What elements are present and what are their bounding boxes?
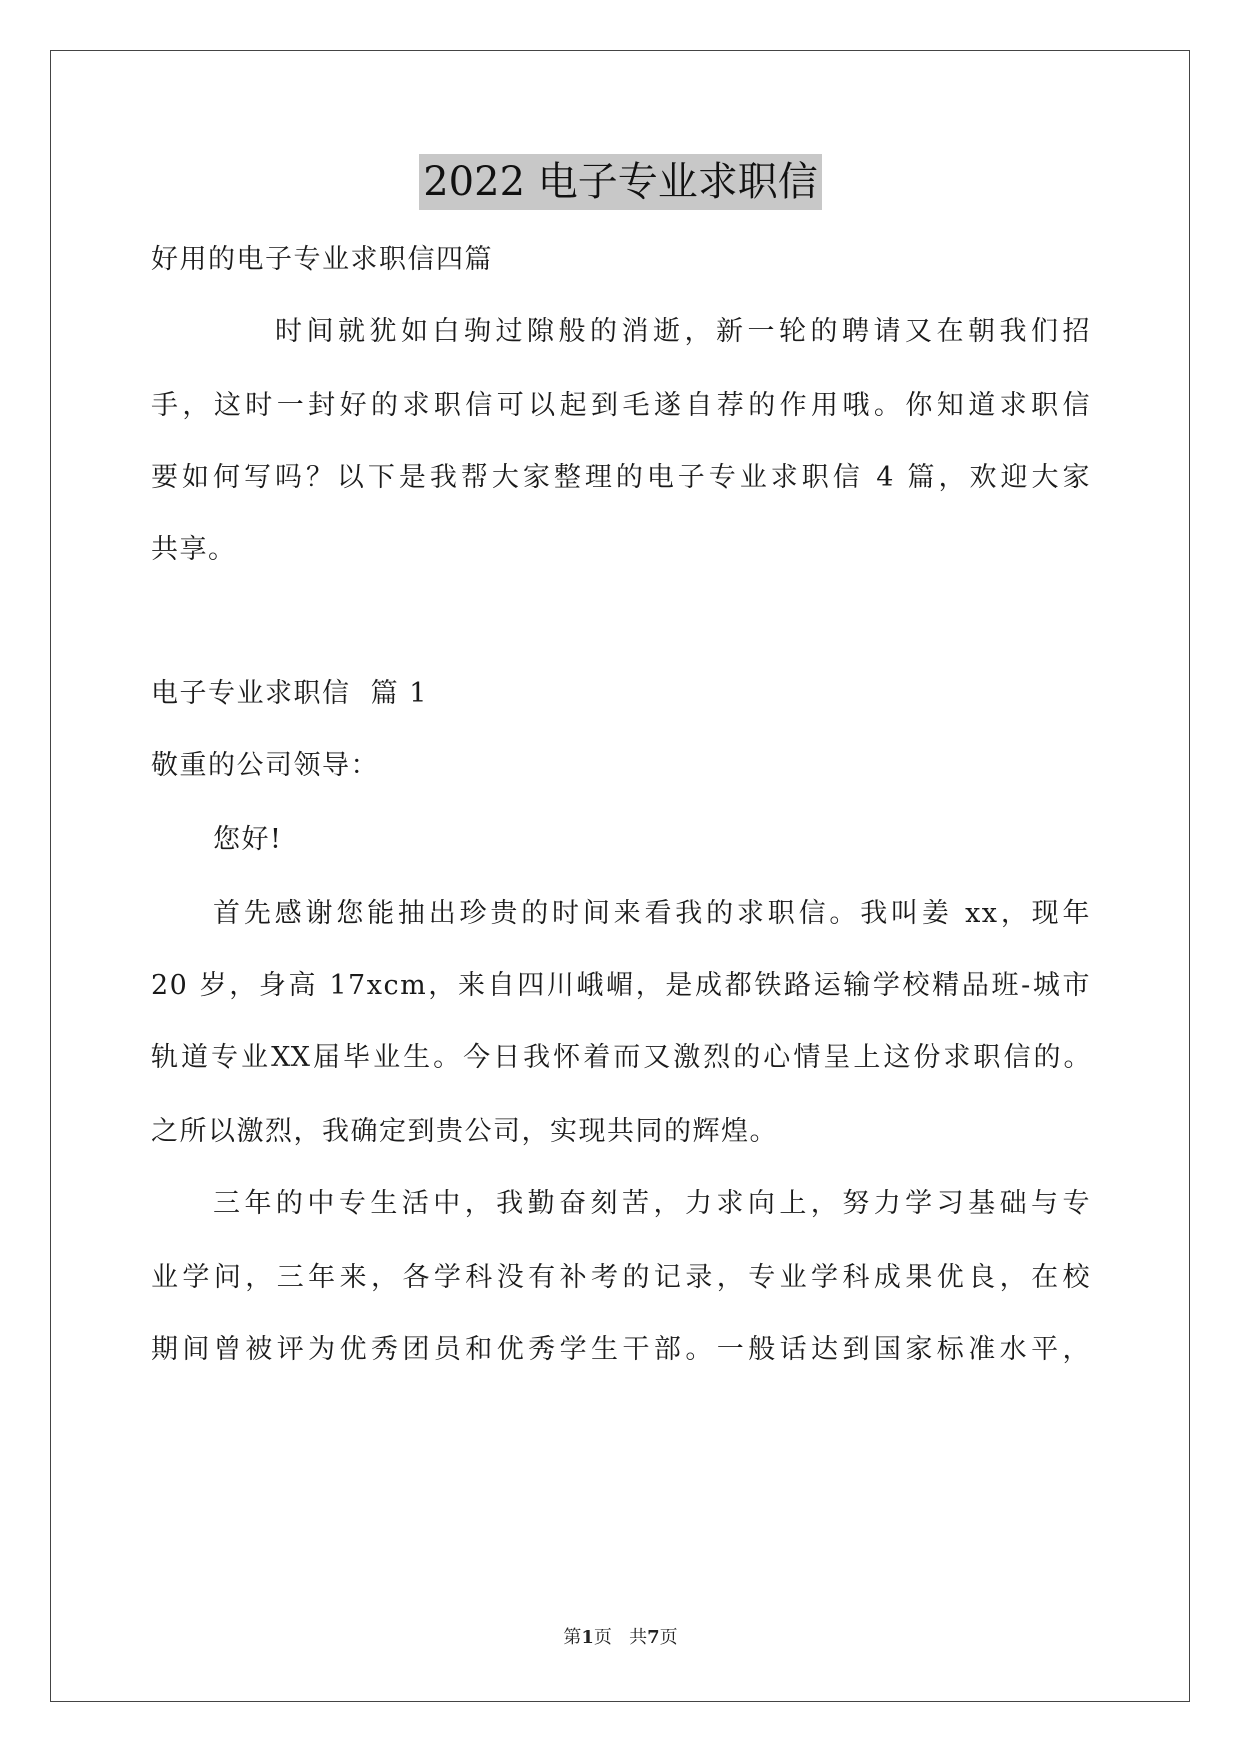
footer-page-prefix: 第 <box>563 1627 582 1648</box>
para1-line-4: 之所以激烈，我确定到贵公司，实现共同的辉煌。 <box>151 1116 778 1147</box>
document-title: 2022 电子专业求职信 <box>419 154 822 210</box>
page-footer <box>0 1626 1241 1650</box>
footer-page-number: 1 <box>581 1627 594 1648</box>
greeting: 您好! <box>213 824 283 855</box>
intro-line-2: 手，这时一封好的求职信可以起到毛遂自荐的作用哦。你知道求职信 <box>151 390 1091 421</box>
section-heading: 电子专业求职信 篇 1 <box>151 678 428 709</box>
footer-total-pages: 7 <box>647 1627 660 1648</box>
para1-line-2: 20 岁，身高 17xcm，来自四川峨嵋，是成都铁路运输学校精品班-城市 <box>151 970 1091 1001</box>
intro-line-1: 时间就犹如白驹过隙般的消逝，新一轮的聘请又在朝我们招 <box>275 316 1091 347</box>
intro-line-4: 共享。 <box>151 534 237 565</box>
footer-total-suffix: 页 <box>659 1627 678 1648</box>
title-container <box>0 154 1241 210</box>
para2-line-1: 三年的中专生活中，我勤奋刻苦，力求向上，努力学习基础与专 <box>213 1188 1091 1219</box>
para2-line-3: 期间曾被评为优秀团员和优秀学生干部。一般话达到国家标准水平， <box>151 1334 1091 1365</box>
para2-line-2: 业学问，三年来，各学科没有补考的记录，专业学科成果优良，在校 <box>151 1262 1091 1293</box>
footer-page-suffix: 页 <box>593 1627 612 1648</box>
salutation: 敬重的公司领导： <box>151 750 379 781</box>
footer-total-prefix: 共 <box>629 1627 648 1648</box>
intro-line-3: 要如何写吗？以下是我帮大家整理的电子专业求职信 4 篇，欢迎大家 <box>151 462 1091 493</box>
para1-line-3: 轨道专业XX届毕业生。今日我怀着而又激烈的心情呈上这份求职信的。 <box>151 1042 1091 1073</box>
para1-line-1: 首先感谢您能抽出珍贵的时间来看我的求职信。我叫姜 xx，现年 <box>213 898 1091 929</box>
page-border <box>50 50 1190 1702</box>
document-subtitle: 好用的电子专业求职信四篇 <box>151 244 493 275</box>
